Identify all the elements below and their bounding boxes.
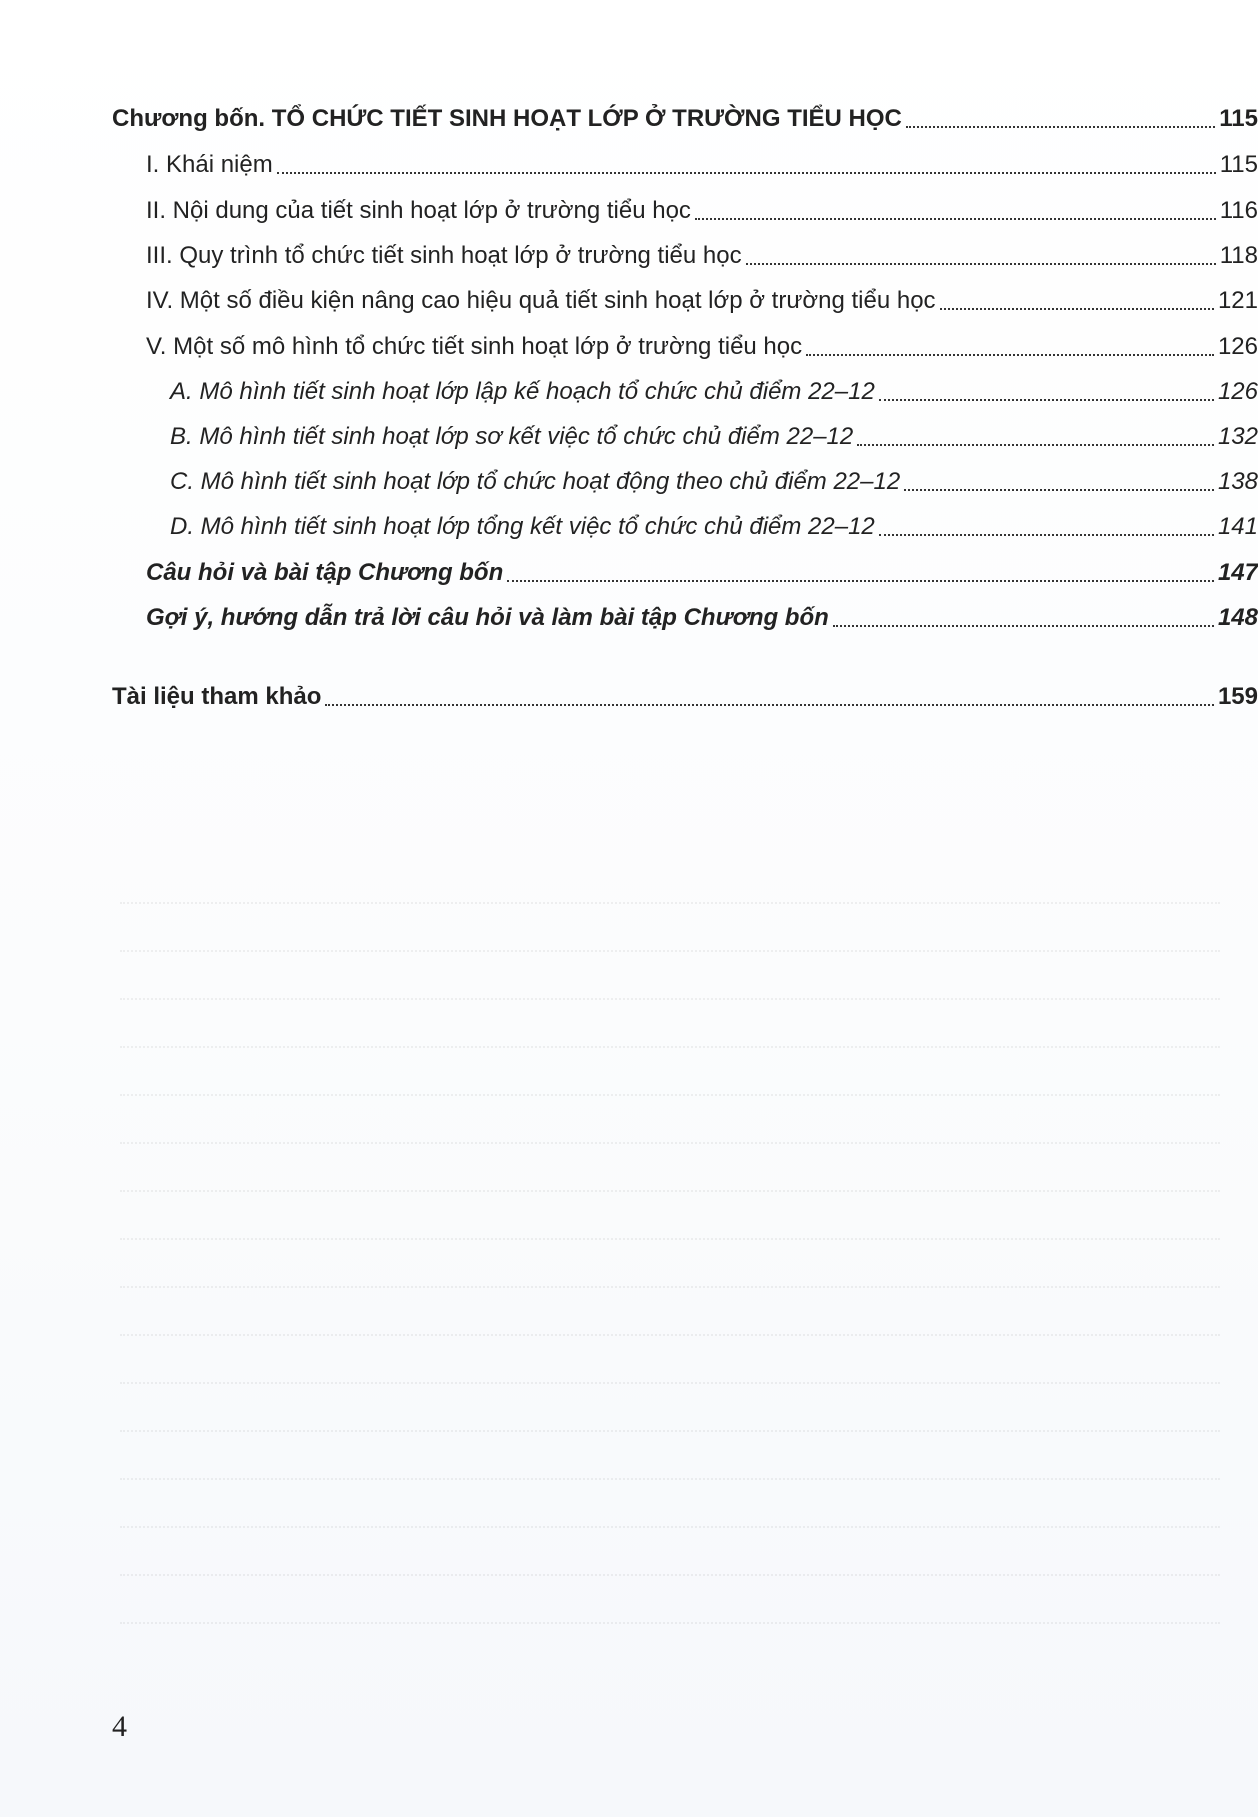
dot-leader: [904, 489, 1214, 491]
bleed-through-texture: [120, 880, 1220, 1700]
toc-entry-title: IV. Một số điều kiện nâng cao hiệu quả tiết sinh hoạt lớp ở trường tiểu học: [146, 287, 936, 314]
dot-leader: [806, 354, 1214, 356]
toc-entry-title: V. Một số mô hình tổ chức tiết sinh hoạt lớp ở trường tiểu học: [146, 333, 803, 360]
toc-entry-page: 138: [1217, 468, 1258, 495]
toc-entry-title: Chương bốn. TỔ CHỨC TIẾT SINH HOẠT LỚP Ở TRƯỜNG TIỂU HỌC: [112, 105, 902, 132]
dot-leader: [879, 399, 1214, 401]
toc-entry-title: A. Mô hình tiết sinh hoạt lớp lập kế hoạch tổ chức chủ điểm 22–12: [170, 378, 875, 405]
toc-entry-page: 115: [1219, 105, 1258, 132]
toc-entry-questions: [146, 552, 1258, 588]
toc-entry-page: 121: [1217, 287, 1258, 314]
toc-entry: [146, 235, 1258, 271]
dot-leader: [857, 444, 1214, 446]
dot-leader: [940, 308, 1214, 310]
toc-entry-page: 159: [1217, 683, 1258, 710]
dot-leader: [695, 218, 1216, 220]
toc-entry-references: [112, 676, 1258, 712]
toc-entry-title: B. Mô hình tiết sinh hoạt lớp sơ kết việc tổ chức chủ điểm 22–12: [170, 423, 854, 450]
toc-entry: [146, 144, 1258, 180]
toc-entry: [170, 371, 1258, 407]
toc-entry-page: 126: [1217, 333, 1258, 360]
toc-entry-page: 115: [1219, 151, 1258, 178]
toc-entry-page: 141: [1217, 513, 1258, 540]
toc-entry: [170, 461, 1258, 497]
toc-entry-page: 118: [1219, 242, 1258, 269]
toc-entry-title: Gợi ý, hướng dẫn trả lời câu hỏi và làm bài tập Chương bốn: [146, 604, 829, 631]
toc-entry: [170, 506, 1258, 542]
page-number: 4: [112, 1710, 127, 1743]
toc-entry-page: 148: [1217, 604, 1258, 631]
toc-entry-chapter-four: [112, 98, 1258, 134]
toc-entry: [170, 416, 1258, 452]
toc-entry-page: 116: [1219, 197, 1258, 224]
toc-entry-title: I. Khái niệm: [146, 151, 273, 178]
toc-entry-title: II. Nội dung của tiết sinh hoạt lớp ở trường tiểu học: [146, 197, 691, 224]
toc-entry-title: C. Mô hình tiết sinh hoạt lớp tổ chức hoạt động theo chủ điểm 22–12: [170, 468, 901, 495]
dot-leader: [507, 580, 1214, 582]
toc-entry-page: 126: [1217, 378, 1258, 405]
toc-entry-answer-guide: [146, 597, 1258, 633]
toc-entry-title: III. Quy trình tổ chức tiết sinh hoạt lớp ở trường tiểu học: [146, 242, 742, 269]
toc-entry-page: 147: [1217, 559, 1258, 586]
toc-entry-page: 132: [1217, 423, 1258, 450]
dot-leader: [277, 172, 1216, 174]
dot-leader: [746, 263, 1216, 265]
dot-leader: [325, 704, 1214, 706]
dot-leader: [879, 534, 1214, 536]
dot-leader: [906, 126, 1215, 128]
toc-entry-title: Tài liệu tham khảo: [112, 683, 322, 710]
toc-entry-title: Câu hỏi và bài tập Chương bốn: [146, 559, 504, 586]
toc-entry: [146, 190, 1258, 226]
toc-entry-title: D. Mô hình tiết sinh hoạt lớp tổng kết việc tổ chức chủ điểm 22–12: [170, 513, 875, 540]
toc-entry: [146, 280, 1258, 316]
dot-leader: [833, 625, 1214, 627]
toc-entry: [146, 326, 1258, 362]
